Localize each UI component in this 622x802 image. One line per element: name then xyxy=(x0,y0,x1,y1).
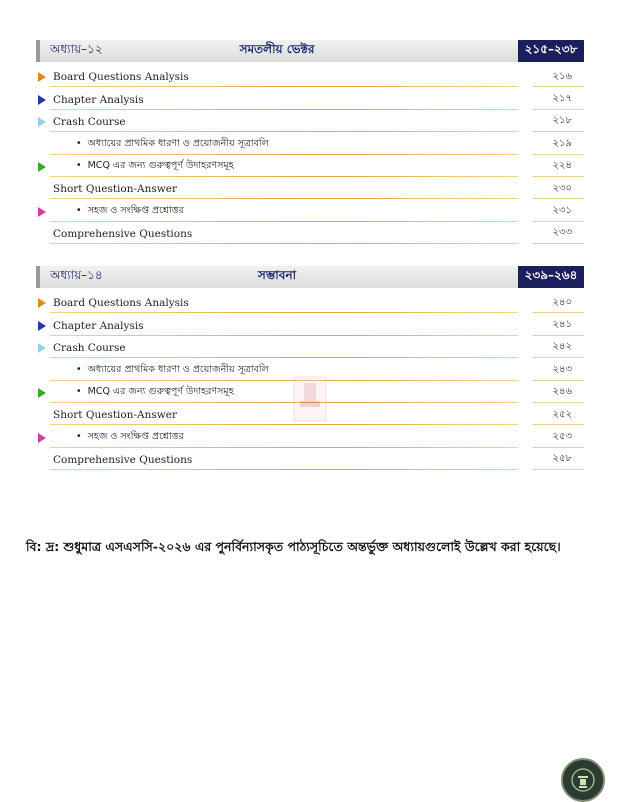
triangle-marker-icon xyxy=(38,95,46,105)
toc-page-number: ২১৯ xyxy=(552,137,572,149)
toc-entry-text: Board Questions Analysis xyxy=(53,71,189,84)
chapter-title: সমতলীয় ভেক্টর xyxy=(239,42,315,56)
toc-list xyxy=(36,66,584,245)
triangle-marker-icon xyxy=(38,298,46,308)
dotted-rule xyxy=(50,402,518,403)
triangle-marker-icon xyxy=(38,207,46,217)
chapter-number: অধ্যায়–১২ xyxy=(50,42,103,56)
page-range: ২৩৯–২৬৪ xyxy=(518,266,584,288)
toc-entry-text: Short Question-Answer xyxy=(53,183,177,196)
toc-page-number: ২৪০ xyxy=(552,296,572,308)
toc-entry-text: Crash Course xyxy=(53,115,126,128)
toc-entry-label xyxy=(36,71,189,83)
toc-row xyxy=(36,223,584,245)
toc-entry-text: Short Question-Answer xyxy=(53,409,177,422)
toc-entry-text: অধ্যায়ের প্রাথমিক ধারণা ও প্রয়োজনীয় সূত্রাবলি xyxy=(87,363,269,375)
bullet-icon: • xyxy=(76,431,82,443)
page-rule xyxy=(532,221,584,222)
watermark-logo xyxy=(292,375,328,423)
dotted-rule xyxy=(50,335,518,336)
chapter-title: সম্ভাবনা xyxy=(257,268,297,282)
page-rule xyxy=(532,109,584,110)
page-range: ২১৫–২৩৮ xyxy=(518,40,584,62)
page-rule xyxy=(532,86,584,87)
bullet-icon: • xyxy=(76,386,82,398)
toc-page-number: ২৪১ xyxy=(552,319,572,331)
toc-entry-label xyxy=(36,385,234,400)
toc-page-number: ২৪৬ xyxy=(552,386,572,398)
page-rule xyxy=(532,312,584,313)
dotted-rule xyxy=(50,357,518,358)
page-rule xyxy=(532,447,584,448)
dotted-rule xyxy=(50,221,518,222)
toc-page-number: ২৫২ xyxy=(552,408,572,420)
toc-entry-text: Comprehensive Questions xyxy=(53,453,193,466)
toc-entry-label xyxy=(36,342,126,354)
toc-entry-label xyxy=(36,409,177,421)
toc-entry-text: MCQ এর জন্য গুরুত্বপূর্ণ উদাহরণসমূহ xyxy=(87,386,234,398)
toc-page-number: ২৫৩ xyxy=(552,431,572,443)
toc-entry-text: Chapter Analysis xyxy=(53,319,144,332)
triangle-marker-icon xyxy=(38,433,46,443)
toc-page-number: ২২৪ xyxy=(552,160,572,172)
toc-entry-label xyxy=(36,363,269,378)
toc-entry-text: Crash Course xyxy=(53,341,126,354)
dotted-rule xyxy=(50,131,518,132)
toc-row xyxy=(36,66,584,88)
dotted-rule xyxy=(50,380,518,381)
toc-row xyxy=(36,111,584,133)
toc-entry-text: অধ্যায়ের প্রাথমিক ধারণা ও প্রয়োজনীয় সূত্রাবলি xyxy=(87,137,269,149)
toc-row xyxy=(36,133,584,155)
toc-row xyxy=(36,337,584,359)
bullet-icon: • xyxy=(76,363,82,375)
triangle-marker-icon xyxy=(38,321,46,331)
toc-page-number: ২১৭ xyxy=(552,93,572,105)
page-rule xyxy=(532,154,584,155)
dotted-rule xyxy=(50,176,518,177)
toc-page-number: ২১৬ xyxy=(552,70,572,82)
toc-entry-label xyxy=(36,116,126,128)
chapter-number: অধ্যায়–১৪ xyxy=(50,268,103,282)
book-emblem-icon xyxy=(570,767,596,793)
toc-row xyxy=(36,314,584,336)
page-rule xyxy=(532,131,584,132)
toc-entry-text: Comprehensive Questions xyxy=(53,227,193,240)
toc-page-number: ২৪২ xyxy=(552,341,572,353)
chapter-header xyxy=(36,266,584,288)
page-rule xyxy=(532,243,584,244)
toc-entry-text: সহজ ও সংক্ষিপ্ত প্রশ্নোত্তর xyxy=(87,205,184,217)
triangle-marker-icon xyxy=(38,117,46,127)
toc-page-number: ২৩১ xyxy=(552,205,572,217)
toc-row xyxy=(36,292,584,314)
dotted-rule xyxy=(50,198,518,199)
bullet-icon: • xyxy=(76,160,82,172)
dotted-rule xyxy=(50,86,518,87)
toc-row xyxy=(36,178,584,200)
toc-page-number: ২৩০ xyxy=(552,182,572,194)
triangle-marker-icon xyxy=(38,343,46,353)
toc-entry-text: সহজ ও সংক্ষিপ্ত প্রশ্নোত্তর xyxy=(87,431,184,443)
toc-entry-label xyxy=(36,430,184,445)
toc-entry-label xyxy=(36,159,234,174)
toc-page-number: ২৩৩ xyxy=(552,227,572,239)
chapter-14-section xyxy=(36,266,584,471)
bullet-icon: • xyxy=(76,137,82,149)
bullet-icon: • xyxy=(76,205,82,217)
page-rule xyxy=(532,424,584,425)
toc-page-number: ২১৮ xyxy=(552,115,572,127)
dotted-rule xyxy=(50,243,518,244)
toc-entry-text: Board Questions Analysis xyxy=(53,297,189,310)
page-rule xyxy=(532,380,584,381)
toc-entry-label xyxy=(36,204,184,219)
dotted-rule xyxy=(50,424,518,425)
triangle-marker-icon xyxy=(38,162,46,172)
syllabus-note: বি: দ্র: শুধুমাত্র এসএসসি-২০২৬ এর পুনর্বিন্যাসকৃত পাঠ্যসূচিতে অন্তর্ভুক্ত অধ্যায়গুলোই উল্লেখ করা হয়েছে। xyxy=(26,539,561,554)
page-rule xyxy=(532,357,584,358)
dotted-rule xyxy=(50,109,518,110)
page-rule xyxy=(532,198,584,199)
toc-entry-label xyxy=(36,94,144,106)
toc-entry-label xyxy=(36,137,269,152)
toc-entry-label xyxy=(36,454,192,466)
toc-entry-label xyxy=(36,320,144,332)
page-rule xyxy=(532,469,584,470)
page-rule xyxy=(532,176,584,177)
toc-entry-label xyxy=(36,183,177,195)
triangle-marker-icon xyxy=(38,72,46,82)
toc-row xyxy=(36,426,584,448)
publisher-logo xyxy=(561,758,605,802)
chapter-header xyxy=(36,40,584,62)
toc-row xyxy=(36,449,584,471)
chapter-12-section xyxy=(36,40,584,245)
toc-row xyxy=(36,200,584,222)
dotted-rule xyxy=(50,469,518,470)
toc-page-number: ২৪৩ xyxy=(552,363,572,375)
toc-entry-text: MCQ এর জন্য গুরুত্বপূর্ণ উদাহরণসমূহ xyxy=(87,160,234,172)
dotted-rule xyxy=(50,447,518,448)
toc-page-number: ২৫৮ xyxy=(552,453,572,465)
triangle-marker-icon xyxy=(38,388,46,398)
toc-entry-label xyxy=(36,228,192,240)
toc-row xyxy=(36,88,584,110)
toc-entry-label xyxy=(36,297,189,309)
toc-entry-text: Chapter Analysis xyxy=(53,93,144,106)
page-rule xyxy=(532,335,584,336)
dotted-rule xyxy=(50,312,518,313)
toc-row xyxy=(36,156,584,178)
page-rule xyxy=(532,402,584,403)
dotted-rule xyxy=(50,154,518,155)
